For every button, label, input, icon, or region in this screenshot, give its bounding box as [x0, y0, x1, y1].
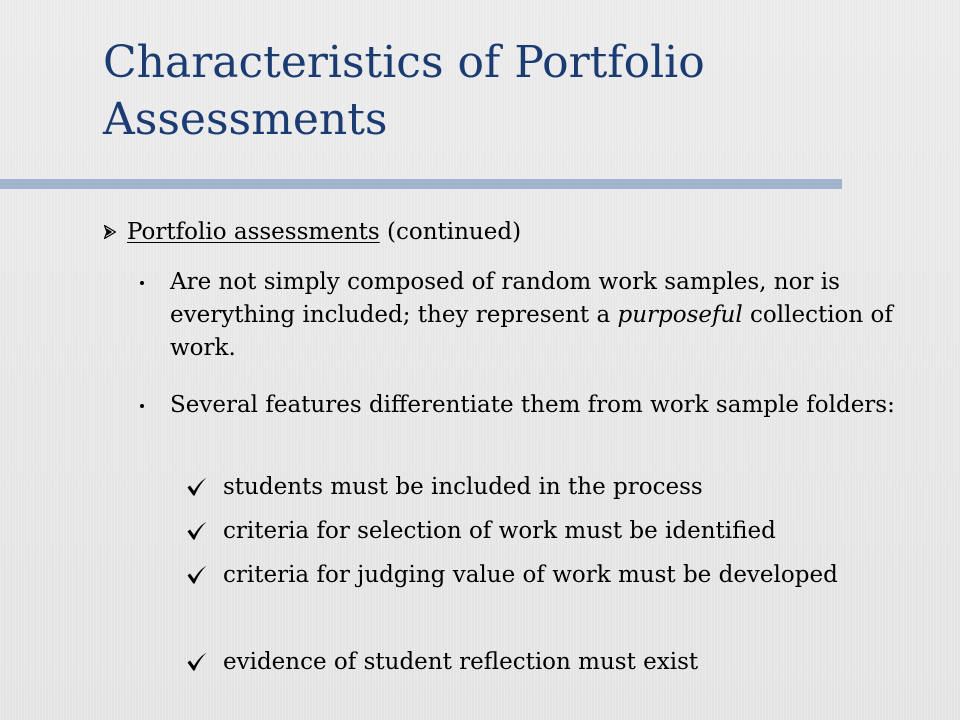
sub-bullet-text-part: collection of work.: [170, 302, 893, 361]
main-bullet-suffix: (continued): [379, 219, 522, 245]
checklist-item: [186, 559, 906, 592]
slide-title: Characteristics of Portfolio Assessments: [103, 37, 705, 145]
dot-bullet-icon: [140, 404, 144, 408]
checklist-item-text: criteria for judging value of work must be developed: [223, 562, 838, 588]
checklist-item: [186, 646, 906, 679]
sub-bullet-text-part: Are not simply composed of random work samples, nor is everything included; they represent a: [170, 269, 840, 328]
sub-bullet-text: Several features differentiate them from work sample folders:: [170, 392, 895, 418]
checklist-item: [186, 515, 906, 548]
arrow-bullet-icon: [104, 225, 116, 239]
dot-bullet-icon: [140, 281, 144, 285]
checkmark-icon: [186, 521, 208, 541]
checkmark-icon: [186, 477, 208, 497]
main-bullet-text: [127, 215, 521, 249]
checkmark-icon: [186, 565, 208, 585]
checklist-item: [186, 471, 906, 504]
checkmark-icon: [186, 652, 208, 672]
emphasis-text: purposeful: [617, 302, 743, 328]
sub-bullet-text: [170, 266, 910, 365]
main-bullet-topic: Portfolio assessments: [127, 219, 380, 245]
sub-bullet-point: [140, 389, 910, 422]
sub-bullet-point: [140, 266, 910, 365]
checklist-item-text: criteria for selection of work must be identified: [223, 518, 776, 544]
checklist-item-text: evidence of student reflection must exist: [223, 649, 699, 675]
checklist-item-text: students must be included in the process: [223, 474, 703, 500]
